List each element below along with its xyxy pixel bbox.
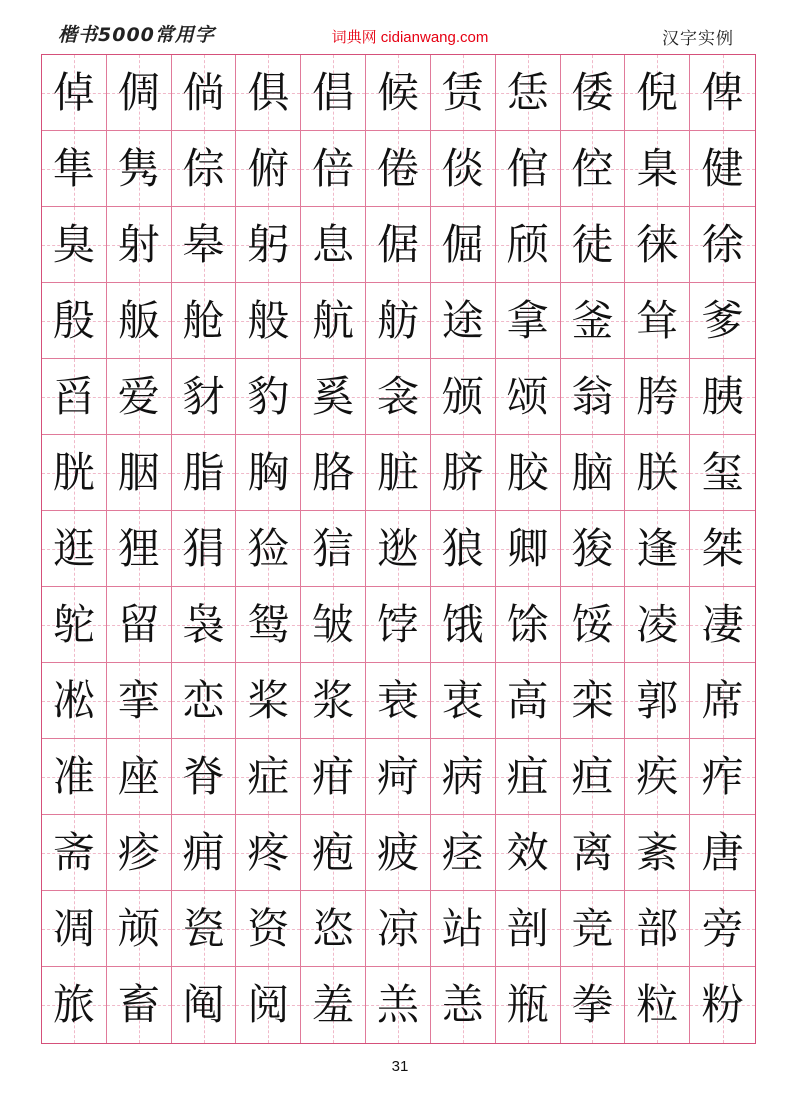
- grid-cell: [172, 511, 237, 587]
- site-watermark: 词典网 cidianwang.com: [331, 29, 489, 46]
- grid-cell: [172, 587, 237, 663]
- character: 饽: [376, 599, 419, 649]
- grid-cell: [366, 511, 431, 587]
- character: 倨: [376, 219, 419, 269]
- character: 徐: [701, 219, 744, 269]
- character: 桀: [701, 523, 744, 573]
- grid-cell: [496, 967, 561, 1043]
- character: 脐: [441, 447, 484, 497]
- grid-cell: [690, 739, 755, 815]
- character: 奚: [312, 371, 355, 421]
- character: 翁: [571, 371, 614, 421]
- character: 俾: [701, 67, 744, 117]
- grid-cell: [431, 739, 496, 815]
- character: 脂: [182, 447, 225, 497]
- character: 卿: [506, 523, 549, 573]
- grid-cell: [301, 891, 366, 967]
- character: 剖: [506, 903, 549, 953]
- grid-cell: [431, 435, 496, 511]
- grid-cell: [366, 435, 431, 511]
- grid-cell: [625, 435, 690, 511]
- grid-cell: [366, 207, 431, 283]
- character: 候: [376, 67, 419, 117]
- character: 隼: [52, 143, 95, 193]
- character: 凌: [636, 599, 679, 649]
- character: 紊: [636, 827, 679, 877]
- grid-cell: [690, 511, 755, 587]
- grid-cell: [236, 131, 301, 207]
- character: 脏: [376, 447, 419, 497]
- grid-cell: [301, 739, 366, 815]
- grid-cell: [301, 359, 366, 435]
- character: 竞: [571, 903, 614, 953]
- grid-cell: [625, 587, 690, 663]
- grid-cell: [107, 967, 172, 1043]
- character: 离: [571, 827, 614, 877]
- character: 猃: [247, 523, 290, 573]
- grid-cell: [496, 55, 561, 131]
- character: 衷: [441, 675, 484, 725]
- grid-cell: [561, 587, 626, 663]
- character: 疸: [571, 751, 614, 801]
- grid-cell: [107, 511, 172, 587]
- grid-cell: [236, 587, 301, 663]
- character: 桨: [247, 675, 290, 725]
- grid-cell: [172, 207, 237, 283]
- grid-cell: [107, 283, 172, 359]
- grid-cell: [172, 359, 237, 435]
- grid-cell: [690, 359, 755, 435]
- character: 倭: [571, 67, 614, 117]
- character: 颃: [117, 903, 160, 953]
- grid-cell: [42, 283, 107, 359]
- grid-cell: [431, 967, 496, 1043]
- character: 皋: [182, 219, 225, 269]
- grid-cell: [561, 207, 626, 283]
- grid-cell: [561, 55, 626, 131]
- grid-cell: [301, 587, 366, 663]
- character: 徕: [636, 219, 679, 269]
- character: 高: [506, 675, 549, 725]
- book-title: 楷书5000常用字: [58, 24, 215, 46]
- character: 殷: [52, 295, 95, 345]
- character: 胰: [701, 371, 744, 421]
- character: 袅: [182, 599, 225, 649]
- character: 狺: [312, 523, 355, 573]
- grid-cell: [236, 663, 301, 739]
- character: 逛: [52, 523, 95, 573]
- grid-cell: [561, 663, 626, 739]
- character: 赁: [441, 67, 484, 117]
- character: 颁: [441, 371, 484, 421]
- grid-cell: [366, 739, 431, 815]
- grid-cell: [236, 55, 301, 131]
- character: 爹: [701, 295, 744, 345]
- grid-cell: [496, 131, 561, 207]
- character: 留: [117, 599, 160, 649]
- character: 徒: [571, 219, 614, 269]
- grid-cell: [107, 663, 172, 739]
- character: 胳: [312, 447, 355, 497]
- grid-cell: [366, 587, 431, 663]
- grid-cell: [690, 967, 755, 1043]
- character: 倥: [571, 143, 614, 193]
- character: 疹: [117, 827, 160, 877]
- character-grid: [41, 54, 756, 1044]
- grid-cell: [107, 207, 172, 283]
- character: 躬: [247, 219, 290, 269]
- grid-cell: [107, 131, 172, 207]
- grid-cell: [107, 815, 172, 891]
- character: 爱: [117, 371, 160, 421]
- character: 狸: [117, 523, 160, 573]
- character: 胶: [506, 447, 549, 497]
- character: 部: [636, 903, 679, 953]
- character: 鸳: [247, 599, 290, 649]
- grid-cell: [107, 739, 172, 815]
- grid-cell: [690, 663, 755, 739]
- character: 站: [441, 903, 484, 953]
- grid-cell: [301, 283, 366, 359]
- grid-cell: [625, 967, 690, 1043]
- character: 颀: [506, 219, 549, 269]
- grid-cell: [301, 131, 366, 207]
- character: 倜: [117, 67, 160, 117]
- character: 俱: [247, 67, 290, 117]
- grid-cell: [42, 131, 107, 207]
- character: 舀: [52, 371, 95, 421]
- character: 胸: [247, 447, 290, 497]
- character: 瓶: [506, 980, 549, 1029]
- character: 倍: [312, 143, 355, 193]
- grid-cell: [172, 815, 237, 891]
- character: 逖: [376, 523, 419, 573]
- grid-cell: [561, 435, 626, 511]
- character: 息: [312, 219, 355, 269]
- character: 般: [247, 295, 290, 345]
- character: 釜: [571, 295, 614, 345]
- grid-cell: [690, 587, 755, 663]
- character: 倌: [506, 143, 549, 193]
- character: 疴: [376, 751, 419, 801]
- character: 痉: [441, 827, 484, 877]
- grid-cell: [561, 815, 626, 891]
- grid-cell: [42, 587, 107, 663]
- grid-cell: [561, 739, 626, 815]
- grid-cell: [431, 587, 496, 663]
- grid-cell: [431, 359, 496, 435]
- grid-cell: [42, 359, 107, 435]
- grid-cell: [625, 663, 690, 739]
- grid-cell: [107, 359, 172, 435]
- grid-cell: [236, 967, 301, 1043]
- grid-cell: [236, 891, 301, 967]
- character: 胭: [117, 447, 160, 497]
- character: 倧: [182, 143, 225, 193]
- character: 馁: [571, 599, 614, 649]
- character: 舫: [376, 295, 419, 345]
- grid-cell: [496, 283, 561, 359]
- grid-cell: [690, 207, 755, 283]
- grid-cell: [496, 207, 561, 283]
- character: 斋: [52, 827, 95, 877]
- character: 疳: [312, 751, 355, 801]
- character: 资: [247, 903, 290, 953]
- character: 衰: [376, 675, 419, 725]
- character: 疲: [376, 827, 419, 877]
- grid-cell: [561, 131, 626, 207]
- grid-cell: [236, 435, 301, 511]
- character: 羔: [376, 980, 419, 1029]
- grid-cell: [366, 359, 431, 435]
- grid-cell: [42, 739, 107, 815]
- character: 郭: [636, 675, 679, 725]
- character: 狷: [182, 523, 225, 573]
- grid-cell: [172, 967, 237, 1043]
- character: 倬: [52, 67, 95, 117]
- grid-cell: [172, 283, 237, 359]
- grid-cell: [496, 587, 561, 663]
- character: 症: [247, 751, 290, 801]
- grid-cell: [496, 891, 561, 967]
- grid-cell: [236, 283, 301, 359]
- character: 脑: [571, 447, 614, 497]
- character: 准: [52, 751, 95, 801]
- section-title: 汉字实例: [662, 29, 734, 49]
- grid-cell: [42, 207, 107, 283]
- character: 玺: [701, 447, 744, 497]
- grid-cell: [366, 55, 431, 131]
- character: 鸵: [52, 599, 95, 649]
- grid-cell: [690, 55, 755, 131]
- character: 粒: [636, 980, 679, 1029]
- grid-cell: [107, 55, 172, 131]
- grid-cell: [431, 891, 496, 967]
- character: 途: [441, 295, 484, 345]
- character: 凇: [52, 675, 95, 725]
- grid-cell: [366, 131, 431, 207]
- grid-cell: [172, 55, 237, 131]
- grid-cell: [42, 891, 107, 967]
- character: 羞: [312, 980, 355, 1029]
- character: 颂: [506, 371, 549, 421]
- character: 衾: [376, 371, 419, 421]
- character: 射: [117, 219, 160, 269]
- character: 豹: [247, 371, 290, 421]
- character: 狼: [441, 523, 484, 573]
- character: 拳: [571, 980, 614, 1029]
- grid-cell: [496, 511, 561, 587]
- grid-cell: [42, 511, 107, 587]
- character: 凄: [701, 599, 744, 649]
- character: 痄: [701, 751, 744, 801]
- character: 皱: [312, 599, 355, 649]
- grid-cell: [301, 967, 366, 1043]
- character: 旅: [52, 980, 95, 1029]
- character: 脊: [182, 751, 225, 801]
- grid-cell: [236, 815, 301, 891]
- grid-cell: [301, 511, 366, 587]
- grid-cell: [172, 739, 237, 815]
- grid-cell: [107, 435, 172, 511]
- grid-cell: [625, 815, 690, 891]
- grid-cell: [431, 663, 496, 739]
- character: 胱: [52, 447, 95, 497]
- character: 舱: [182, 295, 225, 345]
- grid-cell: [496, 359, 561, 435]
- grid-cell: [366, 663, 431, 739]
- grid-cell: [301, 663, 366, 739]
- character: 隽: [117, 143, 160, 193]
- grid-cell: [690, 283, 755, 359]
- grid-cell: [496, 739, 561, 815]
- character: 豺: [182, 371, 225, 421]
- grid-cell: [625, 891, 690, 967]
- grid-cell: [561, 967, 626, 1043]
- character: 席: [701, 675, 744, 725]
- grid-cell: [431, 283, 496, 359]
- character: 倔: [441, 219, 484, 269]
- character: 倪: [636, 67, 679, 117]
- grid-cell: [366, 967, 431, 1043]
- grid-cell: [625, 55, 690, 131]
- character: 舨: [117, 295, 160, 345]
- character: 拿: [506, 295, 549, 345]
- grid-cell: [431, 815, 496, 891]
- character: 畜: [117, 980, 160, 1029]
- grid-cell: [107, 587, 172, 663]
- grid-cell: [496, 815, 561, 891]
- character: 疼: [247, 827, 290, 877]
- character: 旁: [701, 903, 744, 953]
- character: 粉: [701, 980, 744, 1029]
- grid-cell: [431, 207, 496, 283]
- character: 痈: [182, 827, 225, 877]
- grid-cell: [431, 511, 496, 587]
- grid-cell: [561, 891, 626, 967]
- character: 栾: [571, 675, 614, 725]
- grid-cell: [236, 207, 301, 283]
- character: 阅: [247, 980, 290, 1029]
- page-number: 31: [391, 1058, 409, 1075]
- character: 臭: [52, 219, 95, 269]
- grid-cell: [366, 891, 431, 967]
- grid-cell: [301, 55, 366, 131]
- character: 阄: [182, 980, 225, 1029]
- grid-cell: [625, 739, 690, 815]
- character: 疽: [506, 751, 549, 801]
- grid-cell: [561, 283, 626, 359]
- character: 逢: [636, 523, 679, 573]
- character: 倦: [376, 143, 419, 193]
- grid-cell: [301, 207, 366, 283]
- character: 饿: [441, 599, 484, 649]
- character: 朕: [636, 447, 679, 497]
- page-header: [0, 0, 800, 50]
- character: 凋: [52, 903, 95, 953]
- character: 恙: [441, 980, 484, 1029]
- character: 唐: [701, 827, 744, 877]
- character: 浆: [312, 675, 355, 725]
- grid-cell: [42, 815, 107, 891]
- character: 凉: [376, 903, 419, 953]
- grid-cell: [172, 435, 237, 511]
- character: 馀: [506, 599, 549, 649]
- character: 耸: [636, 295, 679, 345]
- grid-cell: [366, 283, 431, 359]
- character: 座: [117, 751, 160, 801]
- character: 疾: [636, 751, 679, 801]
- character: 臬: [636, 143, 679, 193]
- grid-cell: [431, 55, 496, 131]
- grid-cell: [690, 815, 755, 891]
- character: 胯: [636, 371, 679, 421]
- character: 倡: [312, 67, 355, 117]
- grid-cell: [301, 815, 366, 891]
- grid-cell: [42, 663, 107, 739]
- grid-cell: [42, 55, 107, 131]
- grid-cell: [236, 739, 301, 815]
- grid-cell: [42, 435, 107, 511]
- grid-cell: [625, 359, 690, 435]
- character: 病: [441, 751, 484, 801]
- grid-cell: [366, 815, 431, 891]
- grid-cell: [625, 511, 690, 587]
- character: 狻: [571, 523, 614, 573]
- character: 疱: [312, 827, 355, 877]
- grid-cell: [690, 435, 755, 511]
- grid-cell: [107, 891, 172, 967]
- character: 效: [506, 827, 549, 877]
- grid-cell: [236, 359, 301, 435]
- grid-cell: [172, 891, 237, 967]
- character: 挛: [117, 675, 160, 725]
- grid-cell: [431, 131, 496, 207]
- grid-cell: [625, 131, 690, 207]
- character: 恁: [506, 67, 549, 117]
- grid-cell: [690, 131, 755, 207]
- grid-cell: [42, 967, 107, 1043]
- character: 倘: [182, 67, 225, 117]
- character: 瓷: [182, 903, 225, 953]
- grid-cell: [690, 891, 755, 967]
- grid-cell: [625, 283, 690, 359]
- grid-cell: [172, 131, 237, 207]
- grid-cell: [172, 663, 237, 739]
- character: 恋: [182, 675, 225, 725]
- grid-cell: [496, 663, 561, 739]
- character: 航: [312, 295, 355, 345]
- grid-cell: [496, 435, 561, 511]
- grid-cell: [561, 511, 626, 587]
- character: 健: [701, 143, 744, 193]
- grid-cell: [625, 207, 690, 283]
- grid-cell: [561, 359, 626, 435]
- character: 倓: [441, 143, 484, 193]
- grid-cell: [301, 435, 366, 511]
- character: 俯: [247, 143, 290, 193]
- grid-cell: [236, 511, 301, 587]
- character: 恣: [312, 903, 355, 953]
